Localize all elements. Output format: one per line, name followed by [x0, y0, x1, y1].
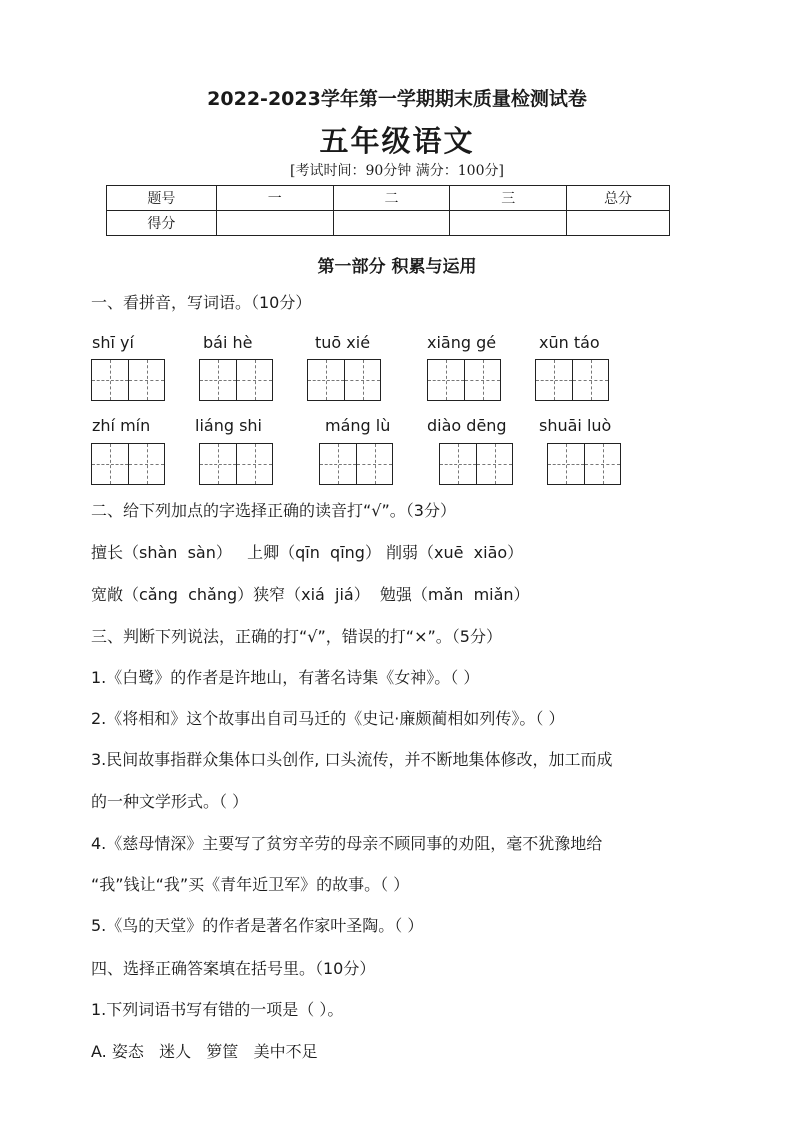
- score-table: [106, 185, 670, 236]
- q4-option-a: A. 姿态 迷人 箩筐 美中不足: [91, 1042, 318, 1061]
- score-table-score-row: [107, 211, 670, 236]
- q3-item: 的一种文学形式。（ ）: [91, 792, 249, 811]
- pinyin-label: xūn táo: [539, 333, 600, 352]
- pinyin-label: xiāng gé: [427, 333, 497, 352]
- q3-title: 三、判断下列说法，正确的打“√”，错误的打“×”。（5分）: [91, 627, 502, 646]
- q3-item: 5.《鸟的天堂》的作者是著名作家叶圣陶。（ ）: [91, 916, 424, 935]
- table-cell: 三: [450, 186, 567, 211]
- exam-info: [考试时间：90分钟 满分：100分]: [290, 163, 504, 179]
- table-cell: 二: [333, 186, 450, 211]
- score-table-header-row: [107, 186, 670, 211]
- pinyin-label: liáng shi: [195, 416, 262, 435]
- writing-grid[interactable]: [199, 443, 273, 485]
- table-cell: [450, 211, 567, 236]
- q4-title: 四、选择正确答案填在括号里。（10分）: [91, 959, 376, 978]
- writing-grid[interactable]: [547, 443, 621, 485]
- table-cell: 总分: [567, 186, 670, 211]
- exam-title: 2022-2023学年第一学期期末质量检测试卷: [207, 88, 587, 110]
- table-cell: 得分: [107, 211, 217, 236]
- pinyin-label: diào dēng: [427, 416, 507, 435]
- writing-grid[interactable]: [319, 443, 393, 485]
- subject-title: 五年级语文: [319, 124, 475, 158]
- pinyin-label: tuō xié: [315, 333, 371, 352]
- writing-grid[interactable]: [91, 359, 165, 401]
- table-cell: [567, 211, 670, 236]
- q3-item: “我”钱让“我”买《青年近卫军》的故事。（ ）: [91, 875, 410, 894]
- table-cell: 一: [216, 186, 333, 211]
- q1-title: 一、看拼音，写词语。（10分）: [91, 293, 312, 312]
- writing-grid[interactable]: [307, 359, 381, 401]
- q3-item: 2.《将相和》这个故事出自司马迁的《史记·廉颇蔺相如列传》。（ ）: [91, 709, 565, 728]
- part1-title: 第一部分 积累与运用: [317, 257, 477, 277]
- writing-grid[interactable]: [439, 443, 513, 485]
- table-cell: 题号: [107, 186, 217, 211]
- pinyin-label: bái hè: [203, 333, 253, 352]
- pinyin-label: zhí mín: [92, 416, 151, 435]
- q2-line: 擅长（shàn sàn） 上卿（qīn qīng） 削弱（xuē xiāo）: [91, 543, 524, 562]
- pinyin-label: shī yí: [92, 333, 134, 352]
- q3-item: 3.民间故事指群众集体口头创作, 口头流传，并不断地集体修改，加工而成: [91, 750, 613, 769]
- writing-grid[interactable]: [91, 443, 165, 485]
- q2-line: 宽敞（cǎng chǎng）狭窄（xiá jiá） 勉强（mǎn miǎn）: [91, 585, 530, 604]
- q3-item: 4.《慈母情深》主要写了贫穷辛劳的母亲不顾同事的劝阻，毫不犹豫地给: [91, 834, 603, 853]
- table-cell: [216, 211, 333, 236]
- writing-grid[interactable]: [199, 359, 273, 401]
- q3-item: 1.《白鹭》的作者是许地山，有著名诗集《女神》。（ ）: [91, 668, 480, 687]
- writing-grid[interactable]: [535, 359, 609, 401]
- pinyin-label: máng lù: [325, 416, 391, 435]
- table-cell: [333, 211, 450, 236]
- q2-title: 二、给下列加点的字选择正确的读音打“√”。（3分）: [91, 501, 456, 520]
- writing-grid[interactable]: [427, 359, 501, 401]
- pinyin-label: shuāi luò: [539, 416, 612, 435]
- q4-question: 1.下列词语书写有错的一项是（ ）。: [91, 1000, 344, 1019]
